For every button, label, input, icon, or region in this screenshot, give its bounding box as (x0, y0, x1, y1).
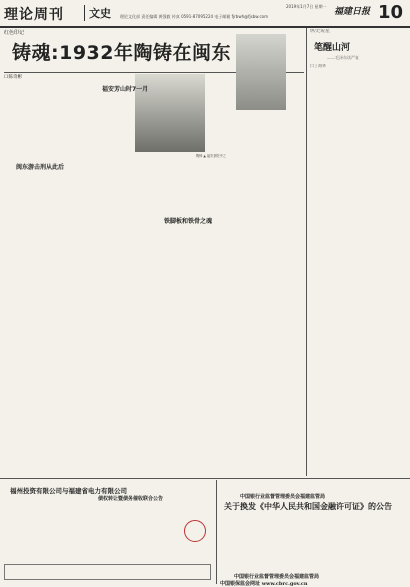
article-col-1b (4, 170, 76, 470)
photo-caption: 陶铸 ▲ 福安茶陀中之 (196, 154, 226, 158)
sidebar-byline: 口丁海华 (310, 64, 326, 68)
sidebar-headline: 笔醒山河 (314, 43, 351, 53)
ad-right-footer: 中国银行业监督管理委员会福建监管局 (234, 574, 320, 580)
footer-url: 中国银保监会网址 www.cbrc.gov.cn (220, 581, 308, 587)
sidebar-text (310, 72, 406, 470)
ad-left-body (4, 504, 209, 560)
article-col-4 (210, 116, 268, 470)
portrait-photo (236, 34, 286, 110)
subheading-2: 福安芳山时7一月 (102, 86, 149, 93)
ad-left-subtitle: 债权转让暨债务催收联合公告 (98, 496, 164, 502)
article-col-5 (272, 116, 302, 470)
ad-right-title: 中国银行业监督管理委员会福建监管局 (240, 494, 326, 500)
article-byline: 口陈奇彬 (4, 75, 22, 80)
ad-right-subtitle: 关于换发《中华人民共和国金融许可证》的公告 (224, 502, 392, 511)
ads-column-divider (216, 480, 217, 584)
subheading-3: 铁脚板和铁骨之魂 (164, 218, 213, 225)
paper-brand: 理论周刊 (4, 7, 64, 23)
page-number: 10 (378, 2, 404, 23)
editor-info: 理论文化部 责任编辑 黄强毅 传真 0591-87095224 电子邮箱 fjrbwh@fjsbw.com (120, 14, 268, 19)
sidebar-subhead: ——毛泽东读严复 (327, 55, 359, 60)
section-name: 文史 (84, 5, 111, 21)
issue-date: 2019年1月7日 星期一 (286, 4, 327, 9)
column-divider (306, 28, 307, 476)
ads-divider (0, 478, 410, 479)
article-col-1 (4, 82, 76, 160)
sidebar-kicker: 纵史说星 (310, 29, 331, 34)
article-col-2 (82, 92, 130, 470)
seal-stamp (184, 520, 206, 542)
newspaper-logo: 福建日报 (334, 7, 371, 17)
article-col-3 (136, 158, 206, 470)
subheading-1: 闽东游击刑从此后 (16, 164, 65, 171)
ad-right-body (222, 514, 406, 570)
article-kicker: 红色印记 (4, 30, 25, 36)
article-headline: 铸魂:1932年陶铸在闽东 (12, 42, 231, 64)
ad-left-table (4, 564, 211, 580)
ad-left-title: 福州投资有限公司与福建省电力有限公司 (10, 487, 127, 495)
